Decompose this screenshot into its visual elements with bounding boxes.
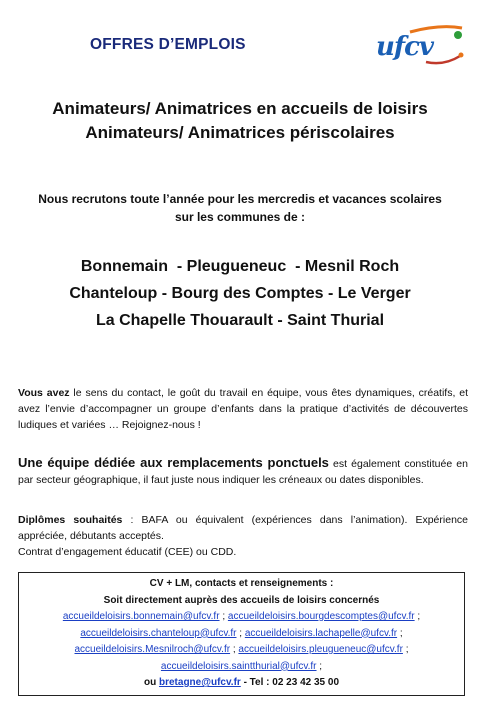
or-label: ou bbox=[143, 677, 157, 688]
paragraph-text: le sens du contact, le goût du travail en équipe, vous êtes dynamiques, créatifs, et avez l’envie d’accompagner un groupe d’enfants dans la pratique d’activités de découvertes ludiques et variées … Rejoignez-nous ! bbox=[18, 387, 469, 431]
recruitment-intro bbox=[0, 190, 480, 226]
job-title-line: Animateurs/ Animatrices en accueils de loisirs bbox=[52, 99, 428, 118]
paragraph-lead: Vous avez bbox=[18, 387, 70, 399]
job-title-line: Animateurs/ Animatrices périscolaires bbox=[85, 123, 395, 142]
commune-line: La Chapelle Thouarault - Saint Thurial bbox=[95, 312, 385, 329]
intro-line: sur les communes de : bbox=[174, 210, 306, 224]
contract-type: Contrat d’engagement éducatif (CEE) ou CDD. bbox=[18, 546, 237, 558]
contact-subheading: Soit directement auprès des accueils de loisirs concernés bbox=[103, 594, 380, 606]
paragraph-lead: Diplômes souhaités bbox=[18, 514, 123, 526]
profile-paragraph bbox=[18, 385, 468, 433]
email-link-bretagne[interactable]: bretagne@ufcv.fr bbox=[158, 677, 241, 688]
logo-text: ufcv bbox=[376, 32, 434, 62]
email-link-pleugueneuc[interactable]: accueildeloisirs.pleugueneuc@ufcv.fr bbox=[238, 644, 403, 655]
phone-text: - Tel : 02 23 42 35 00 bbox=[240, 677, 340, 688]
ufcv-logo bbox=[370, 22, 465, 72]
document-header-title: OFFRES D’EMPLOIS bbox=[90, 36, 246, 53]
email-link-lachapelle[interactable]: accueildeloisirs.lachapelle@ufcv.fr bbox=[244, 627, 398, 639]
replacement-team-paragraph bbox=[18, 455, 468, 488]
paragraph-lead: Une équipe dédiée aux remplacements ponctuels bbox=[18, 455, 329, 470]
email-link-saintthurial[interactable]: accueildeloisirs.saintthurial@ufcv.fr bbox=[160, 660, 317, 672]
intro-line: Nous recrutons toute l’année pour les mercredis et vacances scolaires bbox=[38, 192, 442, 206]
paragraph-text: : BAFA ou équivalent (expériences dans l’animation). Expérience appréciée, débutants acceptés. bbox=[18, 514, 468, 542]
commune-line: Bonnemain - Pleugueneuc - Mesnil Roch bbox=[80, 258, 400, 275]
email-link-mesnilroch[interactable]: accueildeloisirs.Mesnilroch@ufcv.fr bbox=[74, 644, 231, 655]
communes-list bbox=[0, 253, 480, 334]
email-link-bonnemain[interactable]: accueildeloisirs.bonnemain@ufcv.fr bbox=[62, 611, 220, 622]
job-titles bbox=[0, 97, 480, 145]
commune-line: Chanteloup - Bourg des Comptes - Le Verger bbox=[69, 285, 411, 302]
requirements-paragraph bbox=[18, 512, 468, 560]
contact-heading: CV + LM, contacts et renseignements : bbox=[149, 578, 334, 589]
paragraph-text: est également constituée en par secteur géographique, il faut juste nous indiquer les créneaux ou dates disponibles. bbox=[18, 458, 468, 486]
email-link-chanteloup[interactable]: accueildeloisirs.chanteloup@ufcv.fr bbox=[80, 627, 237, 639]
contact-box: CV + LM, contacts et renseignements : Soit directement auprès des accueils de loisirs concernés accueildeloisirs.bonnemain@ufcv.fr ; accueildeloisirs.bourgdescomptes@ufcv.fr ; accueildeloisirs.chanteloup@ufcv.fr ; accueildeloisirs.lachapelle@ufcv.fr ; accueildeloisirs.Mesnilroch@ufcv.fr ; accueildeloisirs.pleugueneuc@ufcv.fr ; accueildeloisirs.saintthurial@ufcv.fr ; ou bretagne@ufcv.fr - Tel : 02 23 42 35 00 bbox=[18, 572, 465, 696]
email-link-bourgdescomptes[interactable]: accueildeloisirs.bourgdescomptes@ufcv.fr bbox=[227, 611, 415, 622]
